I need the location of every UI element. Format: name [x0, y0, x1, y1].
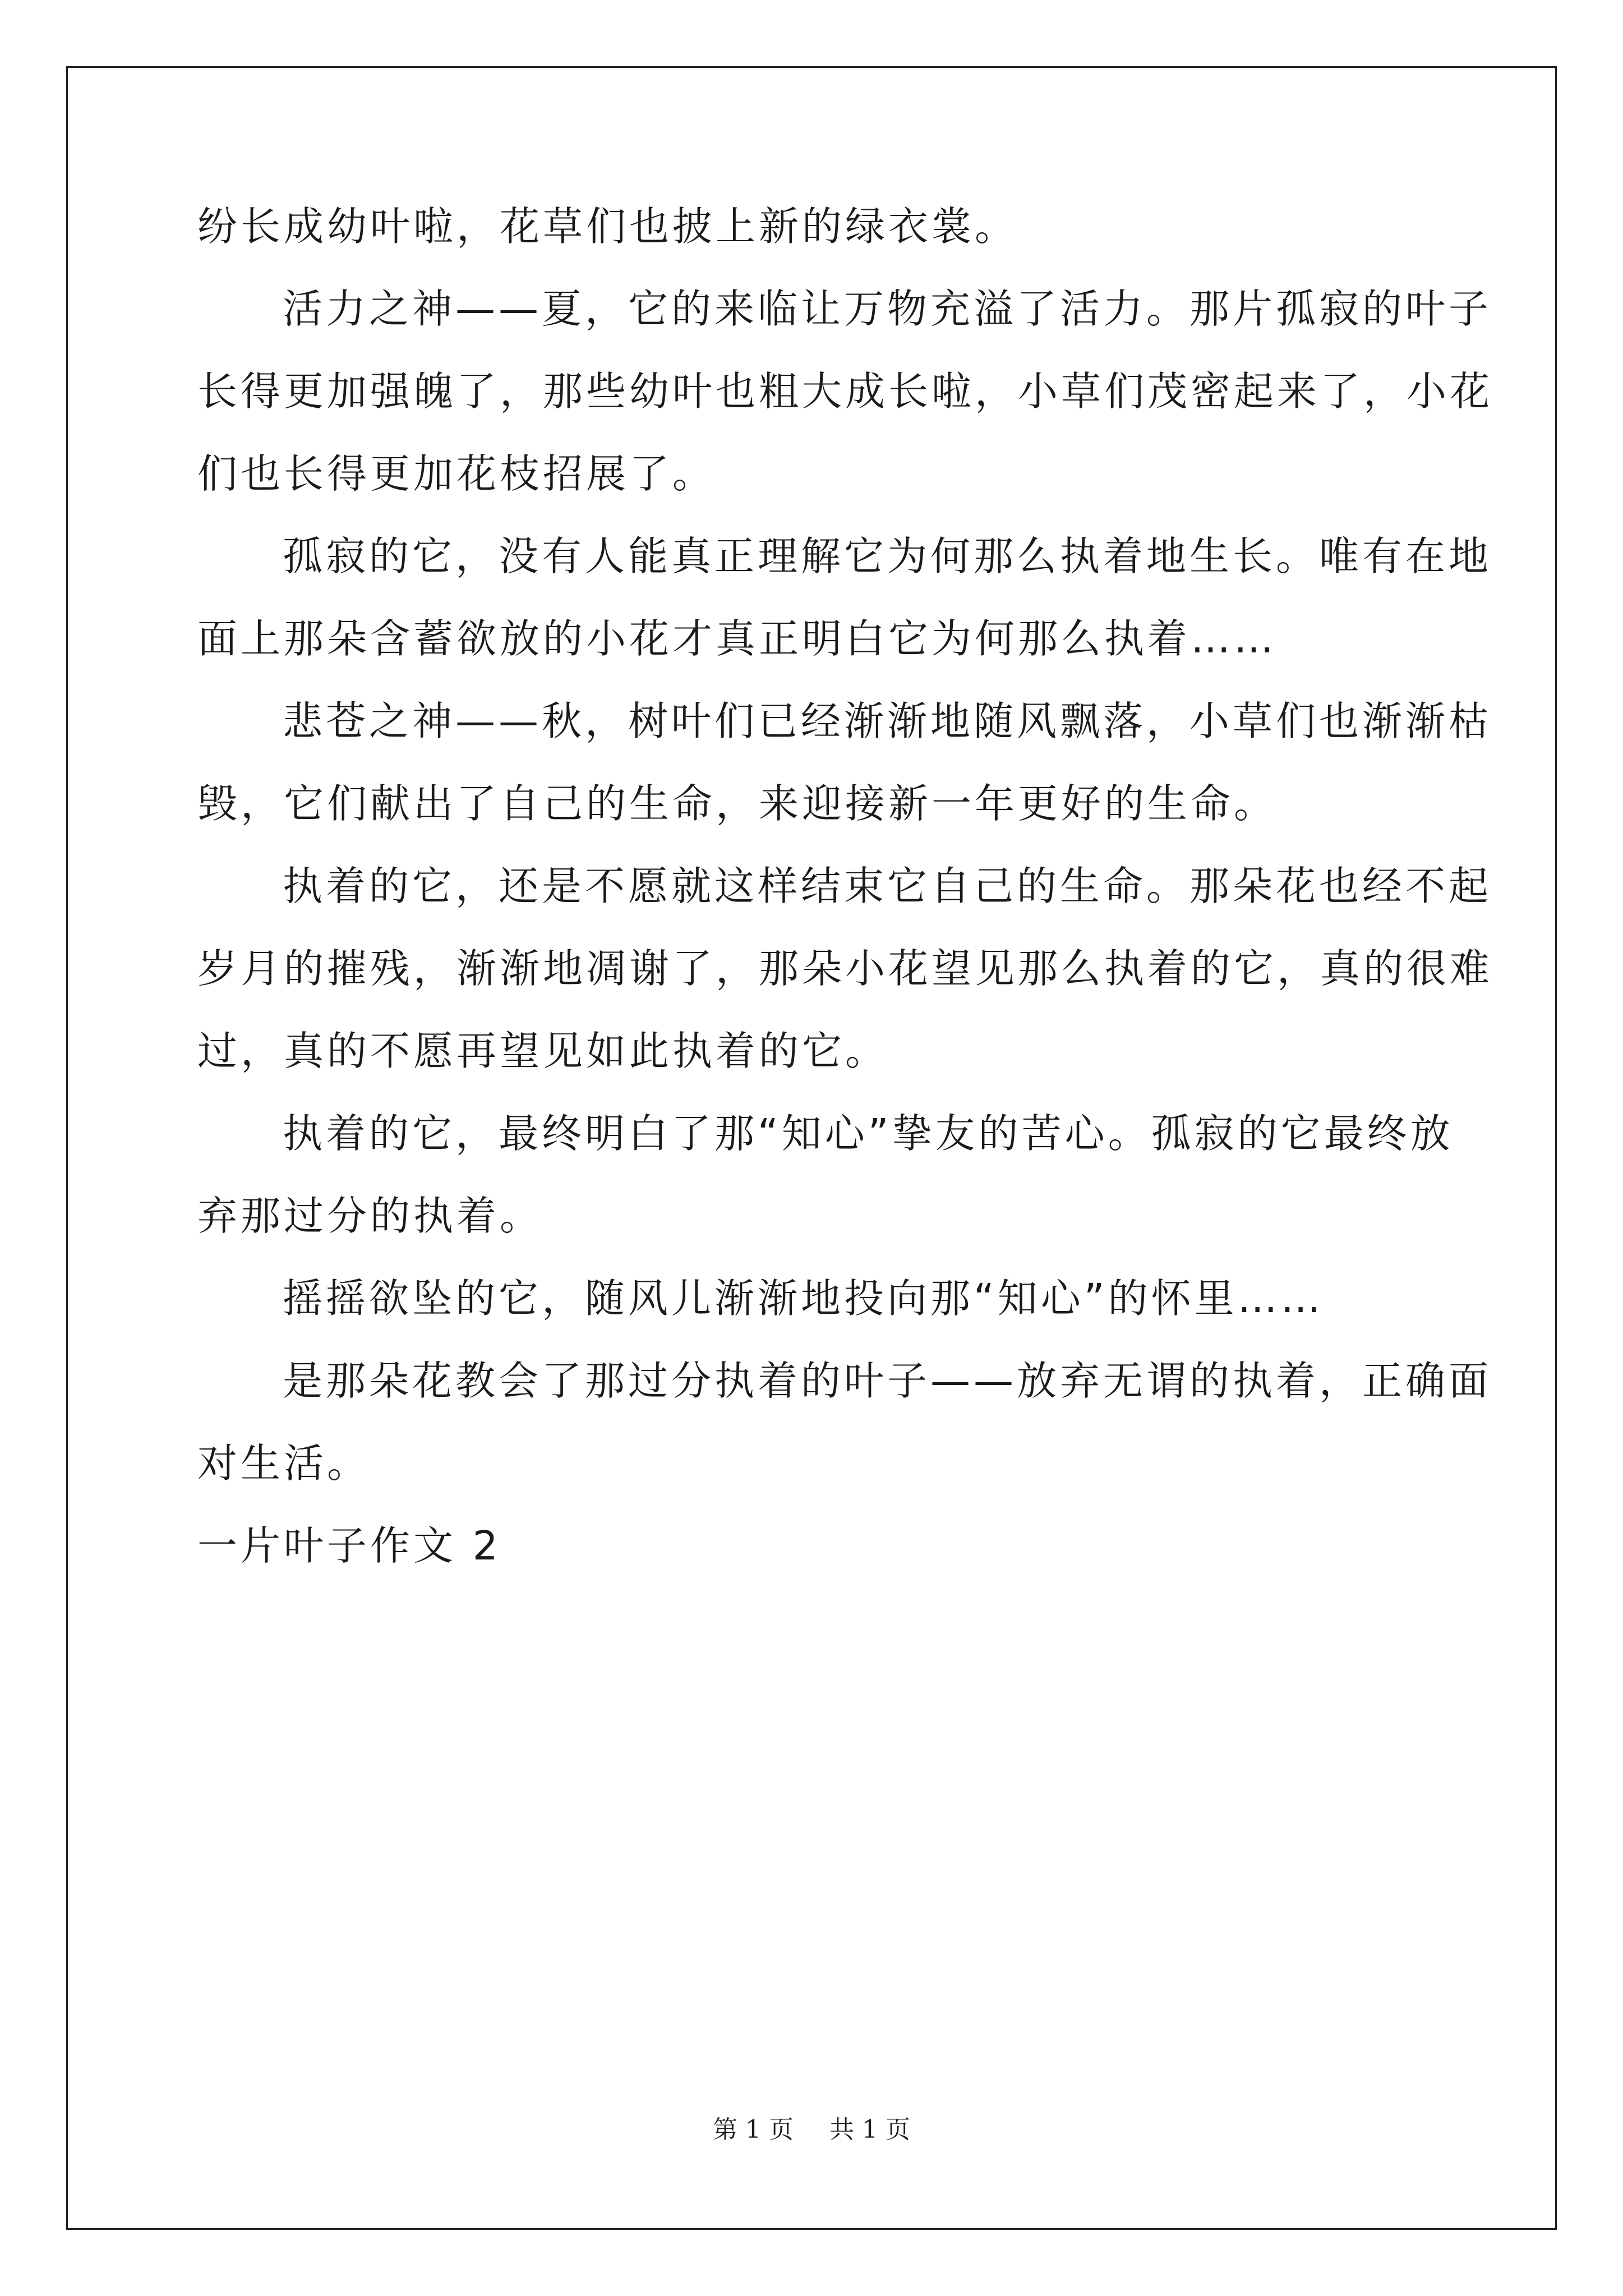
text-line: 长得更加强魄了，那些幼叶也粗大成长啦，小草们茂密起来了，小花 [197, 368, 1493, 415]
text-line: 是那朵花教会了那过分执着的叶子——放弃无谓的执着，正确面 [283, 1358, 1492, 1404]
text-line: 们也长得更加花枝招展了。 [197, 450, 716, 497]
text-line: 对生活。 [197, 1440, 371, 1487]
page-number: 第 1 页 [713, 2115, 794, 2144]
text-line: 执着的它，还是不愿就这样结束它自己的生命。那朵花也经不起 [283, 863, 1492, 909]
section-heading: 一片叶子作文 2 [197, 1522, 501, 1569]
text-line: 面上那朵含蓄欲放的小花才真正明白它为何那么执着…… [197, 615, 1278, 662]
text-line: 执着的它，最终明白了那“知心”挚友的苦心。孤寂的它最终放 [283, 1110, 1454, 1157]
page-footer [0, 2109, 1623, 2145]
text-line: 过，真的不愿再望见如此执着的它。 [197, 1028, 889, 1074]
text-line: 岁月的摧残，渐渐地凋谢了，那朵小花望见那么执着的它，真的很难 [197, 945, 1493, 992]
page-total: 共 1 页 [829, 2115, 910, 2144]
text-line: 悲苍之神——秋，树叶们已经渐渐地随风飘落，小草们也渐渐枯 [283, 698, 1492, 744]
text-line: 孤寂的它，没有人能真正理解它为何那么执着地生长。唯有在地 [283, 533, 1492, 579]
text-line: 纷长成幼叶啦，花草们也披上新的绿衣裳。 [197, 203, 1018, 250]
text-line: 活力之神——夏，它的来临让万物充溢了活力。那片孤寂的叶子 [283, 286, 1492, 332]
document-body [197, 185, 1493, 1587]
text-line: 弃那过分的执着。 [197, 1193, 543, 1239]
text-line: 摇摇欲坠的它，随风儿渐渐地投向那“知心”的怀里…… [283, 1275, 1324, 1322]
text-line: 毁，它们献出了自己的生命，来迎接新一年更好的生命。 [197, 780, 1278, 827]
